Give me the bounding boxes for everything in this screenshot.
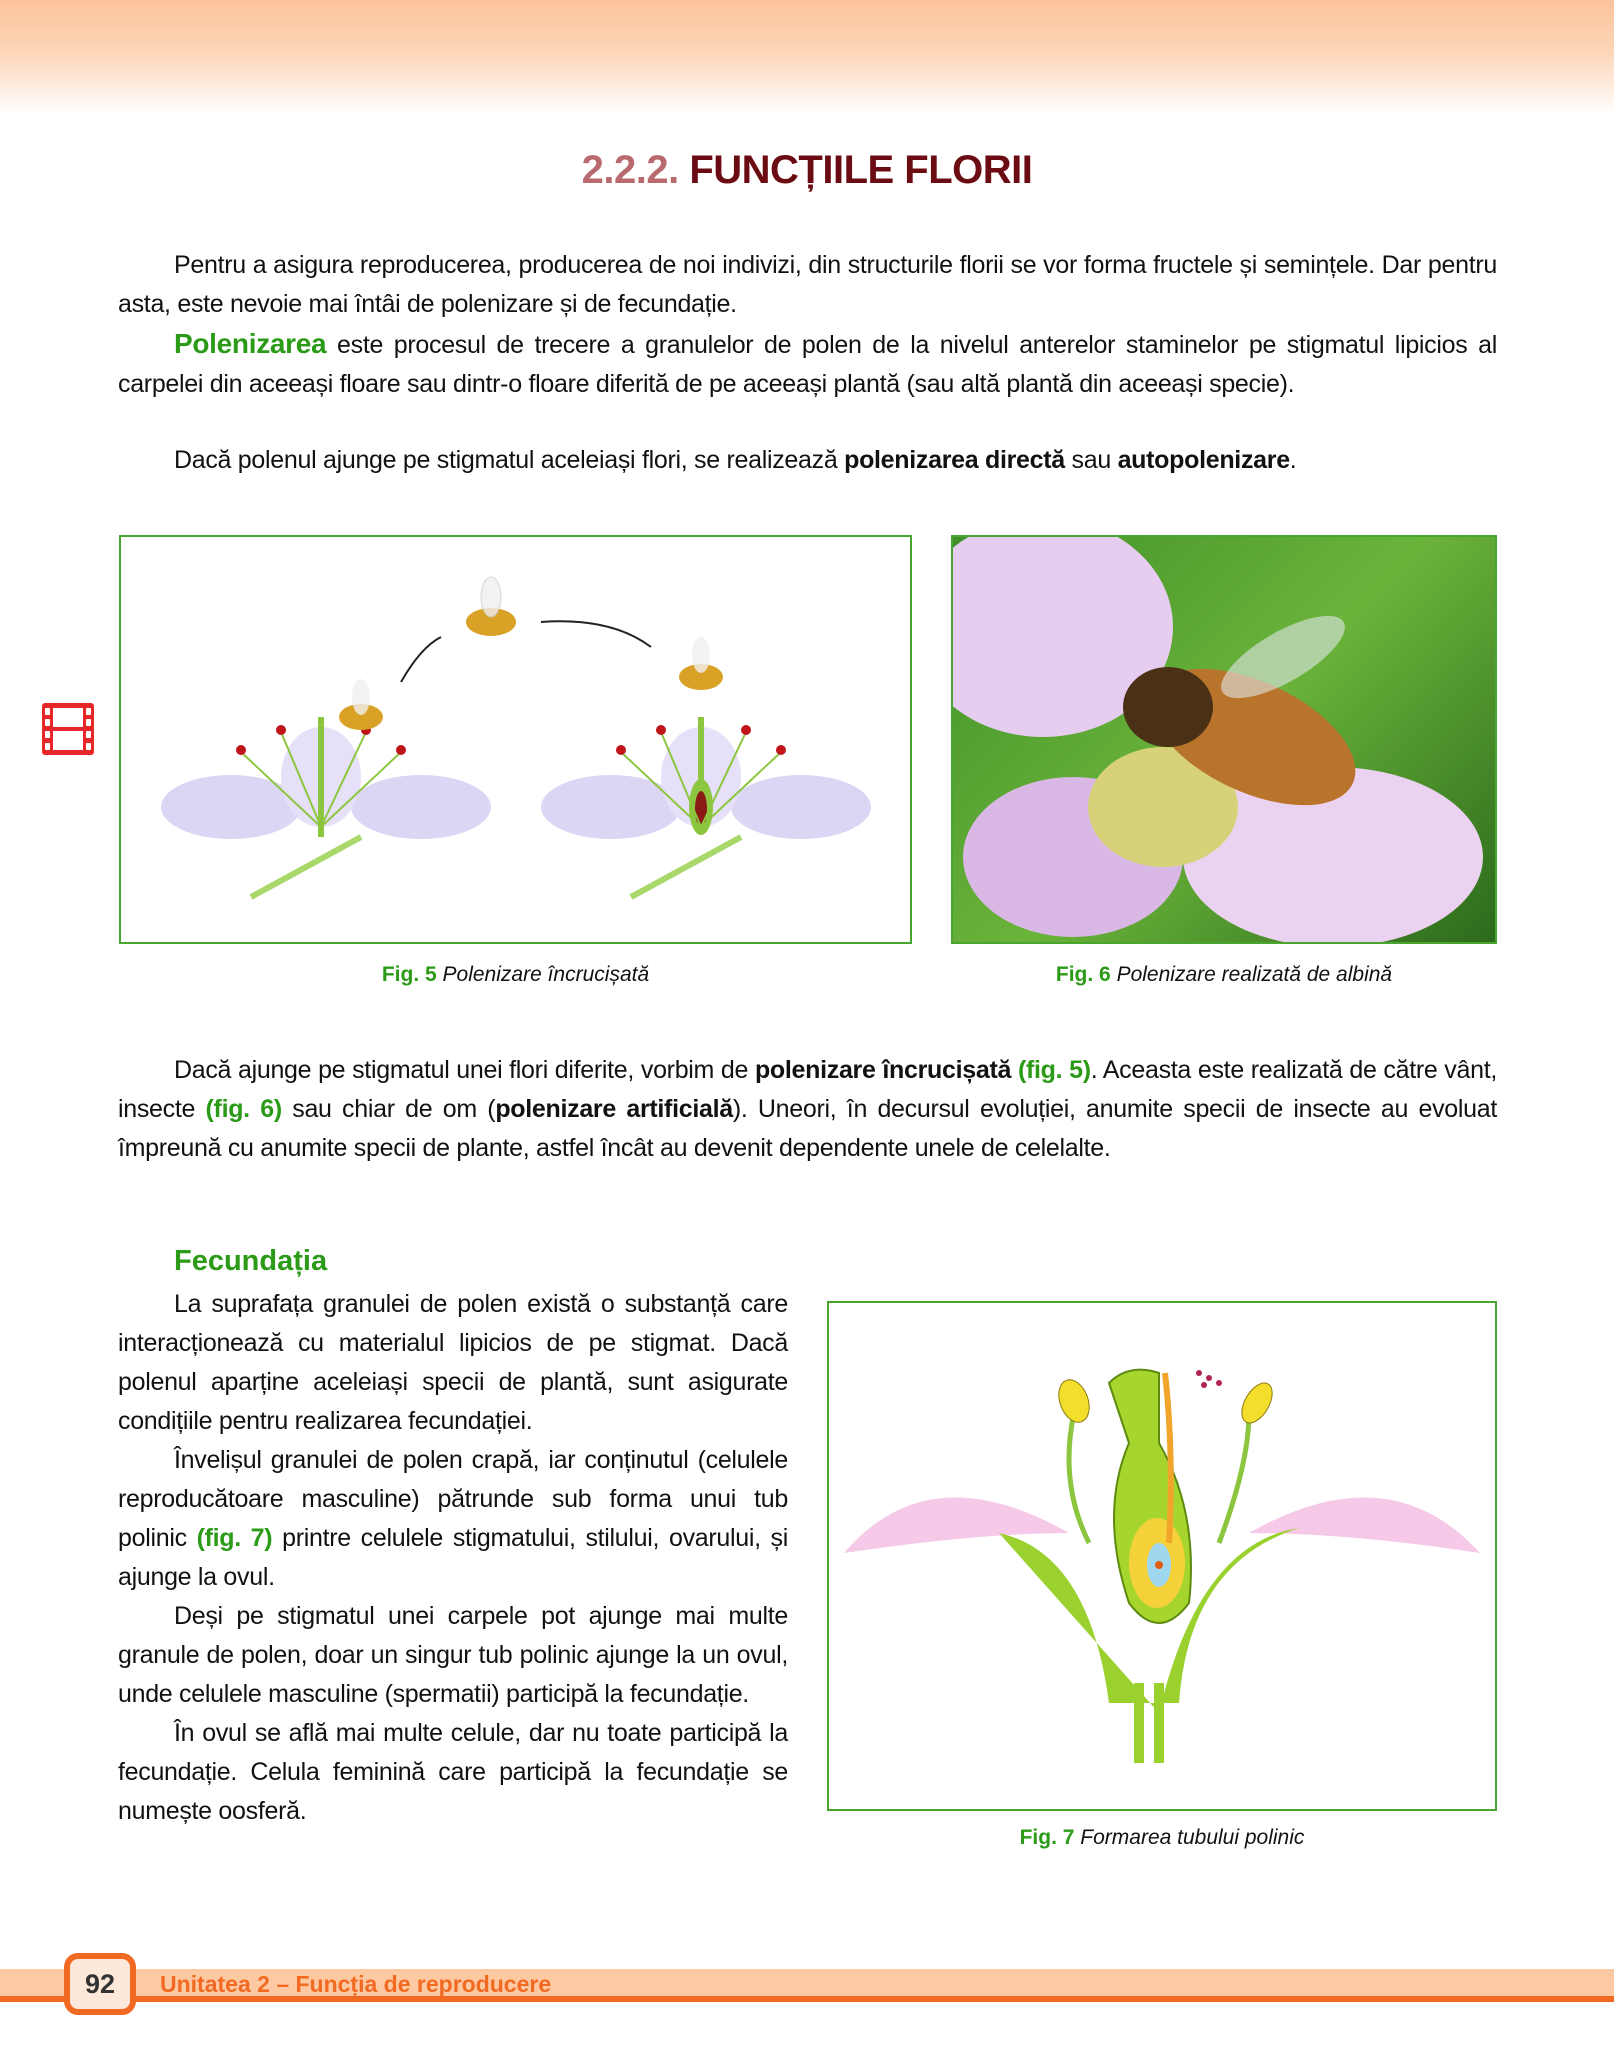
figure-7-pollen-tube	[827, 1301, 1497, 1811]
intro-paragraph-1	[118, 246, 1497, 324]
section-number: 2.2.2.	[581, 148, 679, 192]
subsection-heading: Fecundația	[174, 1245, 328, 1277]
text: ). Uneori, în decursul evoluției, anumite specii de insecte au evoluat împreună cu anumite specii de plante, astfel încât au devenit dependente unele de celelalte.	[118, 1095, 1497, 1162]
pollen-tube-diagram	[829, 1303, 1495, 1809]
text: sau chiar de om (	[281, 1095, 496, 1123]
figure-6-caption	[951, 963, 1497, 987]
text: printre celulele stigmatului, stilului, ovarului, și ajunge la ovul.	[118, 1524, 789, 1591]
film-icon[interactable]	[42, 703, 94, 755]
caption-text: Polenizare încrucișată	[442, 963, 650, 986]
cross-pollination-paragraph	[118, 1051, 1497, 1168]
text: La suprafața granulei de polen există o substanță care interacționează cu materialul lipicios de pe stigmat. Dacă polenul aparține aceleiași specii de plantă, sunt asigurate condițiile pentru realizarea fecundației.	[118, 1290, 788, 1435]
text: .	[1289, 446, 1297, 474]
header-band	[0, 0, 1614, 115]
paragraph	[118, 1597, 788, 1714]
figure-7-caption	[827, 1826, 1497, 1850]
bee-icon	[679, 637, 723, 690]
caption-text: Polenizare realizată de albină	[1116, 963, 1393, 986]
paragraph	[118, 1285, 788, 1441]
text: În ovul se află mai multe celule, dar nu toate participă la fecundație. Celula feminină care participă la fecundație se numește oosferă.	[118, 1719, 788, 1825]
paragraph	[118, 1441, 788, 1597]
text: Deși pe stigmatul unei carpele pot ajunge mai multe granule de polen, doar un singur tub polinic ajunge la un ovul, unde celulele masculine (spermatii) participă la fecundație.	[118, 1602, 788, 1708]
term: polenizare încrucișată	[754, 1056, 1012, 1084]
flower-left	[161, 717, 491, 897]
bee-icon	[339, 679, 383, 730]
arrow-icon	[541, 621, 651, 647]
section-title: FUNCȚIILE FLORII	[689, 148, 1033, 192]
fecundatia-text	[118, 1285, 788, 1831]
term: polenizare artificială	[495, 1095, 733, 1123]
figure-5-caption	[119, 963, 912, 987]
figure-number: Fig. 5	[381, 963, 437, 986]
page-title	[0, 148, 1614, 193]
bee-icon	[466, 577, 516, 636]
figure-ref-7[interactable]: (fig. 7)	[196, 1524, 273, 1552]
figure-ref-6[interactable]: (fig. 6)	[205, 1095, 282, 1123]
term-polenizarea: Polenizarea	[174, 328, 327, 359]
figure-6-bee-photo	[951, 535, 1497, 944]
paragraph	[118, 1714, 788, 1831]
text: Dacă ajunge pe stigmatul unei flori diferite, vorbim de	[174, 1056, 755, 1084]
figure-number: Fig. 6	[1055, 963, 1111, 986]
caption-text: Formarea tubului polinic	[1080, 1826, 1305, 1849]
bee-on-flower-photo	[953, 537, 1495, 942]
figure-number: Fig. 7	[1019, 1826, 1075, 1849]
unit-title: Unitatea 2 – Funcția de reproducere	[160, 1971, 552, 1997]
text: sau	[1064, 446, 1118, 474]
figure-ref-5[interactable]: (fig. 5)	[1017, 1056, 1091, 1084]
text: Pentru a asigura reproducerea, producerea de noi indivizi, din structurile florii se vor forma fructele și semințele. Dar pentru asta, este nevoie mai întâi de polenizare și de fecundație.	[118, 251, 1497, 318]
text: Învelișul granulei de polen crapă, iar conținutul (celulele reproducătoare masculine) pătrunde sub forma unui tub polinic	[118, 1446, 788, 1552]
arrow-icon	[401, 637, 441, 682]
text: Dacă polenul ajunge pe stigmatul aceleiași flori, se realizează	[174, 446, 845, 474]
intro-paragraph-2	[118, 324, 1497, 404]
text: este procesul de trecere a granulelor de polen de la nivelul anterelor staminelor pe stigmatul lipicios al carpelei din aceeași floare sau dintr-o floare diferită de pe aceeași plantă (sau altă plantă din aceeași specie).	[118, 331, 1497, 398]
text: . Aceasta este realizată de către vânt, insecte	[118, 1056, 1497, 1123]
term: autopolenizare	[1117, 446, 1290, 474]
term: polenizarea directă	[844, 446, 1065, 474]
flower-right	[541, 717, 871, 897]
figure-5-cross-pollination	[119, 535, 912, 944]
intro-paragraph-3	[118, 441, 1497, 480]
cross-pollination-illustration	[121, 537, 910, 942]
page-number: 92	[64, 1953, 136, 2015]
